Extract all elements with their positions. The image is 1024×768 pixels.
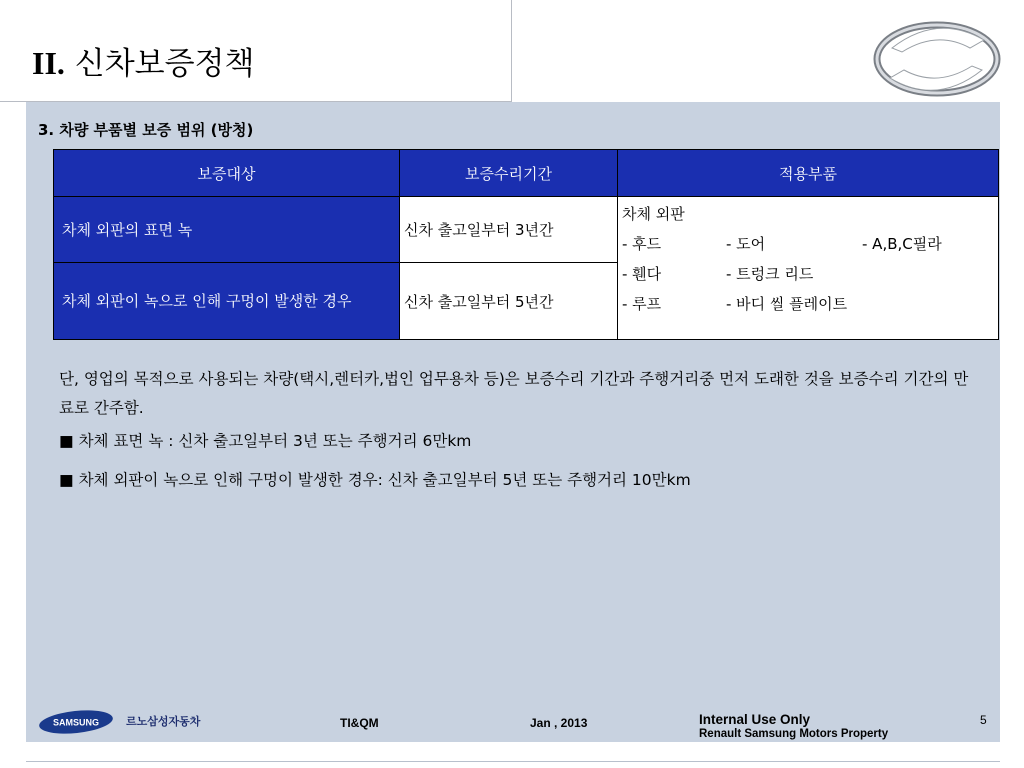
- row-target: 차체 외판이 녹으로 인해 구멍이 발생한 경우: [54, 263, 400, 340]
- page-number: 5: [980, 713, 987, 727]
- note-paragraph: 단, 영업의 목적으로 사용되는 차량(택시,렌터카,법인 업무용차 등)은 보증수리 기간과 주행거리중 먼저 도래한 것을 보증수리 기간의 만료로 간주함.: [59, 370, 969, 417]
- title-box: [0, 0, 512, 102]
- parts-heading: 차체 외판: [622, 205, 685, 223]
- table-row: [54, 197, 999, 263]
- row-period: 신차 출고일부터 3년간: [400, 197, 618, 263]
- section-subtitle: 3. 차량 부품별 보증 범위 (방청): [38, 121, 254, 139]
- samsung-logo-icon: [38, 710, 114, 734]
- header-target: 보증대상: [54, 150, 400, 197]
- header-period: 보증수리기간: [400, 150, 618, 197]
- footer-dept: TI&QM: [340, 716, 379, 730]
- page-title: [32, 38, 254, 83]
- page-title-roman: II.: [32, 45, 65, 81]
- row-period: 신차 출고일부터 5년간: [400, 263, 618, 340]
- note-bullet: ■ 차체 표면 녹 : 신차 출고일부터 3년 또는 주행거리 6만km: [59, 432, 472, 450]
- table-header-row: [54, 150, 999, 197]
- renault-samsung-logo-icon: [872, 18, 1002, 100]
- parts-list-row: - 휀다 - 트렁크 리드: [622, 265, 814, 283]
- content-panel: [26, 102, 1000, 742]
- svg-text:SAMSUNG: SAMSUNG: [52, 717, 100, 728]
- parts-list-row: - 후드 - 도어 - A,B,C필라: [622, 235, 942, 253]
- header-parts: 적용부품: [618, 150, 999, 197]
- footer-date: Jan , 2013: [530, 716, 588, 730]
- brand-korean: 르노삼성자동차: [126, 715, 201, 728]
- warranty-table: [53, 149, 999, 340]
- parts-list-row: - 루프 - 바디 씰 플레이트: [622, 295, 848, 313]
- row-target: 차체 외판의 표면 녹: [54, 197, 400, 263]
- parts-cell: [618, 197, 999, 340]
- footer-internal: Internal Use Only: [699, 712, 811, 727]
- page-title-text: 신차보증정책: [74, 46, 255, 82]
- footer-property: Renault Samsung Motors Property: [699, 728, 889, 740]
- note-bullet: ■ 차체 외판이 녹으로 인해 구멍이 발생한 경우: 신차 출고일부터 5년 또는 주행거리 10만km: [59, 471, 691, 489]
- bottom-divider: [26, 761, 1000, 762]
